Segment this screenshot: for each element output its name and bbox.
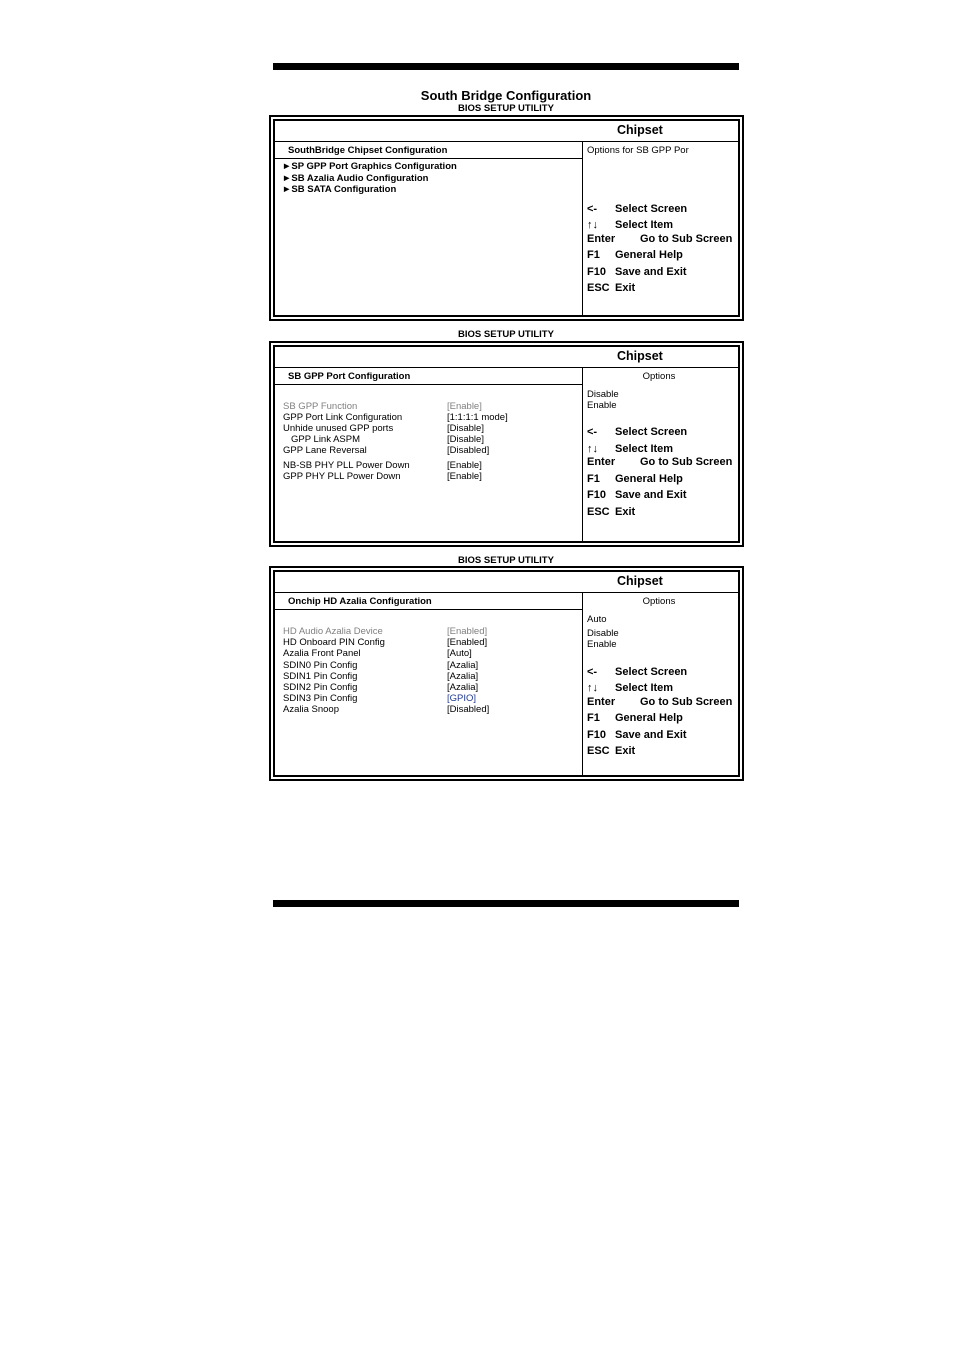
section-title: Onchip HD Azalia Configuration	[288, 596, 432, 607]
divider	[275, 384, 582, 385]
key-f10: F10 Save and Exit	[587, 729, 687, 741]
tab-chipset[interactable]: Chipset	[617, 349, 663, 363]
page-title: South Bridge Configuration	[420, 88, 592, 103]
divider	[275, 609, 582, 610]
key-enter: Enter Go to Sub Screen	[587, 233, 733, 245]
key-f1: F1 General Help	[587, 712, 683, 724]
key-f10: F10 Save and Exit	[587, 489, 687, 501]
tab-chipset[interactable]: Chipset	[617, 574, 663, 588]
key-f1: F1 General Help	[587, 473, 683, 485]
triangle-right-icon: ►	[282, 184, 292, 195]
key-select-item: ↑↓ Select Item	[587, 443, 674, 455]
menu-item-sata[interactable]: ►SB SATA Configuration	[282, 184, 397, 195]
triangle-right-icon: ►	[282, 161, 292, 172]
option-item: Auto	[587, 614, 607, 625]
divider	[582, 367, 583, 541]
menu-item-gpp-graphics[interactable]: ►SP GPP Port Graphics Configuration	[282, 161, 457, 172]
key-select-item: ↑↓ Select Item	[587, 682, 674, 694]
key-enter: Enter Go to Sub Screen	[587, 696, 733, 708]
key-select-item: ↑↓ Select Item	[587, 219, 674, 231]
key-f10: F10 Save and Exit	[587, 266, 687, 278]
options-title: Options	[642, 596, 676, 607]
key-select-screen: <- Select Screen	[587, 203, 688, 215]
help-text: Options for SB GPP Por	[587, 145, 689, 156]
key-enter: Enter Go to Sub Screen	[587, 456, 733, 468]
bios-screen-main	[269, 115, 744, 321]
bios-screen-azalia: Chipset Onchip HD Azalia Configuration HD Audio Azalia Device [Enabled] HD Onboard PIN Config [Enabled] Azalia Front Panel [Auto] SDIN0 Pin Config [Azalia] SDIN1 Pin Config [Azalia] SDIN2 Pin Config [Azalia] SDIN3 Pin Config [GPIO] Azalia Snoop [Disabled] Options Auto Disable Enable <- Select Screen ↑↓ Select Item Enter Go to Sub Screen F1 General Help F10 Save and Exit ESC Exit	[269, 566, 744, 781]
utility-title: BIOS SETUP UTILITY	[458, 103, 554, 114]
triangle-right-icon: ►	[282, 173, 292, 184]
tab-chipset[interactable]: Chipset	[617, 123, 663, 137]
divider	[275, 592, 738, 593]
section-title: SB GPP Port Configuration	[288, 371, 411, 382]
key-select-screen: <- Select Screen	[587, 426, 688, 438]
option-item: Enable	[587, 400, 617, 411]
bios-screen-gpp: Chipset SB GPP Port Configuration SB GPP Function [Enable] GPP Port Link Configuration [1:1:1:1 mode] Unhide unused GPP ports [Disable] GPP Link ASPM [Disable] GPP Lane Reversal [Disabled] NB-SB PHY PLL Power Down [Enable] GPP PHY PLL Power Down [Enable] Options Disable Enable <- Select Screen ↑↓ Select Item Enter Go to Sub Screen F1 General Help F10 Save and Exit ESC Exit	[269, 341, 744, 547]
utility-title: BIOS SETUP UTILITY	[458, 329, 554, 340]
key-esc: ESC Exit	[587, 745, 636, 757]
top-rule	[273, 63, 739, 70]
utility-title: BIOS SETUP UTILITY	[458, 555, 554, 566]
bottom-rule	[273, 900, 739, 907]
section-title: SouthBridge Chipset Configuration	[288, 145, 448, 156]
divider	[275, 158, 582, 159]
option-item: Disable	[587, 389, 619, 400]
divider	[275, 141, 738, 142]
options-title: Options	[642, 371, 676, 382]
divider	[275, 367, 738, 368]
key-select-screen: <- Select Screen	[587, 666, 688, 678]
key-f1: F1 General Help	[587, 249, 683, 261]
divider	[582, 141, 583, 315]
option-item: Disable	[587, 628, 619, 639]
divider	[582, 592, 583, 775]
menu-item-azalia-audio[interactable]: ►SB Azalia Audio Configuration	[282, 173, 429, 184]
option-item: Enable	[587, 639, 617, 650]
key-esc: ESC Exit	[587, 506, 636, 518]
key-esc: ESC Exit	[587, 282, 636, 294]
